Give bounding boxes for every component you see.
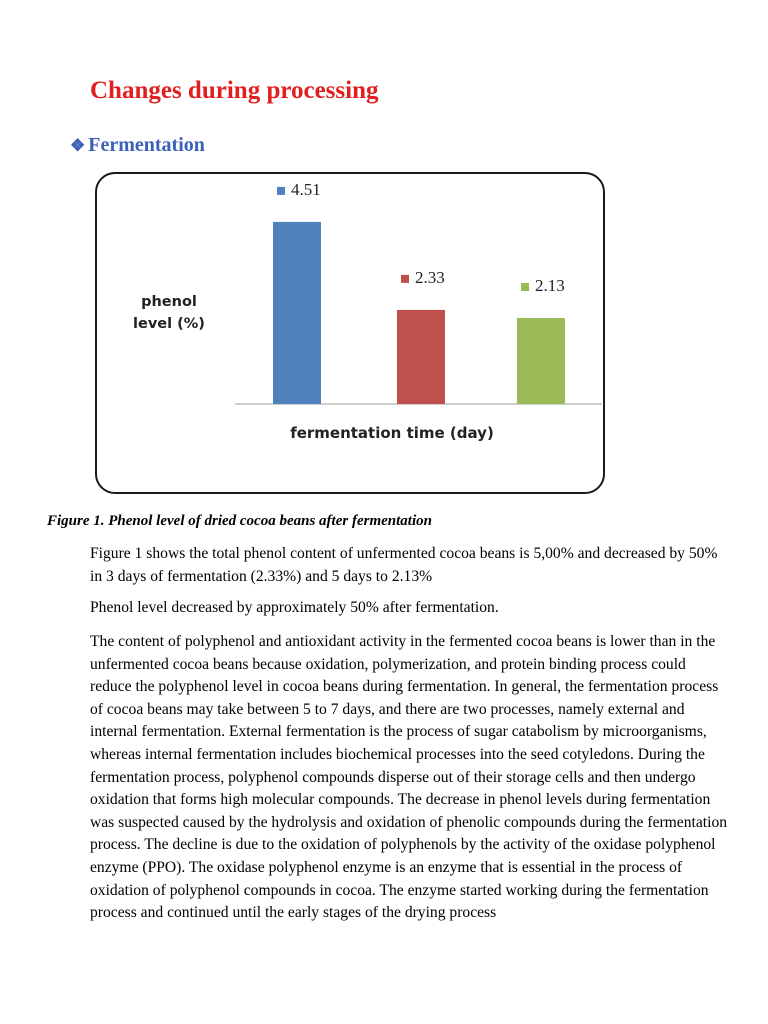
- section-heading-text: Fermentation: [88, 134, 205, 156]
- paragraph-1: Figure 1 shows the total phenol content of unfermented cocoa beans is 5,00% and decreased by 50% in 3 days of fermentation (2.33%) and 5 days to 2.13%: [90, 545, 718, 585]
- paragraph-2: Phenol level decreased by approximately 50% after fermentation.: [90, 599, 499, 616]
- figure-caption: Figure 1. Phenol level of dried cocoa beans after fermentation: [47, 513, 432, 529]
- y-axis-label: phenol: [141, 294, 197, 310]
- x-axis-label: fermentation time (day): [290, 424, 494, 442]
- y-axis-label: level (%): [133, 316, 205, 332]
- bar: [273, 222, 321, 404]
- phenol-chart: [95, 172, 605, 494]
- paragraph-3: The content of polyphenol and antioxidant activity in the fermented cocoa beans is lower than in the unfermented cocoa beans because oxidation, polymerization, and protein binding process could reduce the polyphenol level in cocoa beans during fermentation. In general, the fermentation process of cocoa beans may take between 5 to 7 days, and there are two processes, namely external and internal fermentation. External fermentation is the process of sugar catabolism by microorganisms, whereas internal fermentation includes biochemical processes into the seed cotyledons. During the fermentation process, polyphenol compounds disperse out of their storage cells and then undergo oxidation that forms high molecular compounds. The decrease in phenol levels during fermentation was suspected caused by the hydrolysis and oxidation of phenolic compounds during the fermentation process. The decline is due to the oxidation of polyphenols by the activity of the oxidase polyphenol enzyme (PPO). The oxidase polyphenol enzyme is an enzyme that is essential in the process of oxidation of polyphenol compounds in cocoa. The enzyme started working during the fermentation process and continued until the early stages of the drying process: [90, 633, 728, 922]
- data-label: 4.51: [291, 179, 321, 199]
- diamond-bullet-icon: ❖: [70, 136, 86, 155]
- legend-marker: [401, 275, 409, 283]
- page-title: Changes during processing: [90, 77, 379, 104]
- data-label: 2.33: [415, 267, 445, 287]
- data-label: 2.13: [535, 276, 565, 295]
- bar: [517, 318, 565, 404]
- bar: [397, 310, 445, 404]
- legend-marker: [521, 283, 529, 291]
- chart-svg: [97, 174, 607, 496]
- section-heading: [70, 134, 205, 157]
- legend-marker: [277, 187, 285, 195]
